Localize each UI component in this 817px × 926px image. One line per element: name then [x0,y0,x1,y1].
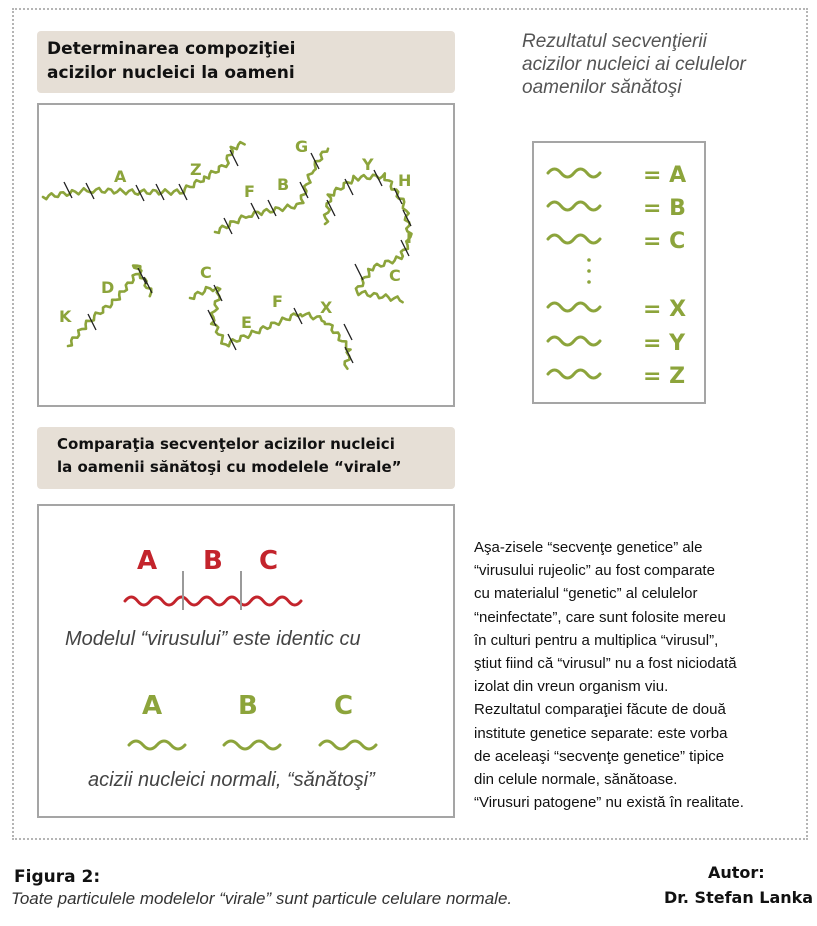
legend-row [548,229,685,254]
normal-wave-a [129,741,185,749]
fragment-label-i: I [406,228,412,247]
figure-caption: Toate particulele modelelor “virale” sunt particule celulare normale. [11,889,513,908]
viral-model [65,546,361,650]
explanation-line: “neinfectate”, care sunt folosite mereu [474,608,726,626]
explanation-line: “Virusuri patogene” nu există în realitate. [474,794,744,812]
legend-label: = Y [643,331,686,356]
legend-label: = X [643,297,687,322]
viral-letter-b: B [203,546,223,576]
fragment-label-e: E [241,313,252,332]
viral-sequence-wave [125,597,301,605]
explanation-line: “virusului rujeolic” au fost comparate [474,562,715,580]
fragment-label-c: C [200,263,212,282]
legend-wave [548,235,600,243]
top-title-line2: acizilor nucleici la oameni [47,63,295,83]
fragment-strands [43,142,412,369]
legend-wave [548,202,600,210]
explanation-line: izolat din vreun organism viu. [474,678,669,696]
fragment-label-g: G [295,137,309,156]
fragment-label-k: K [59,307,72,326]
explanation-line: de aceleaşi “secvenţe genetice” tipice [474,747,725,765]
explanation-line: Rezultatul comparaţiei făcute de două [474,701,726,719]
normal-letter-c: C [334,691,354,721]
legend-row [548,297,686,322]
normal-wave-c [320,741,376,749]
fragment-label-f: F [272,292,283,311]
legend-wave [548,370,600,378]
legend-wave [548,169,600,177]
normal-letter-a: A [142,691,163,721]
explanation-line: institute genetice separate: este vorba [474,724,728,742]
fragment-label-f: F [244,182,255,201]
legend-ellipsis [587,258,591,284]
explanation-line: cu materialul “genetic” al celulelor [474,585,698,603]
figure-label: Figura 2: [14,867,101,887]
legend-label: = C [643,229,686,254]
legend-row [548,364,685,389]
fragment-label-x: X [320,298,333,317]
legend-label: = Z [643,364,686,389]
normal-wave-b [224,741,280,749]
fragment-label-y: Y [362,155,374,174]
explanation-line: ştiut fiind că “virusul” nu a fost niciodată [474,655,737,673]
result-title-line3: oamenilor sănătoşi [522,77,682,98]
fragment-label-z: Z [190,160,202,179]
explanation-line: în culturi pentru a multiplica “virusul”, [474,631,719,649]
viral-caption: Modelul “virusului” este identic cu [65,628,361,650]
comparison-title-line2: la oamenii sănătoşi cu modelele “virale” [57,458,402,476]
normal-caption: acizii nucleici normali, “sănătoşi” [88,769,375,791]
ellipsis-dot [587,258,591,262]
legend-label: = A [643,163,687,188]
fragment-label-a: A [114,167,127,186]
normal-letter-b: B [238,691,258,721]
legend-row [548,163,686,188]
comparison-title-line1: Comparaţia secvenţelor acizilor nucleici [57,435,395,453]
fragment-label-d: D [101,278,115,297]
nucleic-acid-strand [43,142,245,199]
legend-wave [548,303,600,311]
fragment-label-c: C [389,266,401,285]
viral-letter-c: C [259,546,279,576]
cut-mark [355,264,363,280]
author-name: Dr. Stefan Lanka [664,888,814,907]
author-label: Autor: [708,863,765,882]
cut-mark [230,150,238,166]
ellipsis-dot [587,269,591,273]
legend-label: = B [643,196,686,221]
viral-letter-a: A [137,546,158,576]
explanation-line: Aşa-zisele “secvenţe genetice” ale [474,539,703,556]
nucleic-acid-strand [215,149,328,233]
result-title-line1: Rezultatul secvenţierii [522,31,707,52]
result-title-line2: acizilor nucleici ai celulelor [522,54,746,75]
legend-row [548,196,686,221]
sequence-legend [548,163,686,389]
cut-mark [344,324,352,340]
explanation-line: din celule normale, sănătoase. [474,771,678,789]
normal-sequences [88,691,376,791]
fragment-label-b: B [277,175,290,194]
fragment-label-h: H [398,171,412,190]
top-title-line1: Determinarea compoziţiei [47,39,296,59]
legend-wave [548,337,600,345]
ellipsis-dot [587,280,591,284]
legend-row [548,331,686,356]
